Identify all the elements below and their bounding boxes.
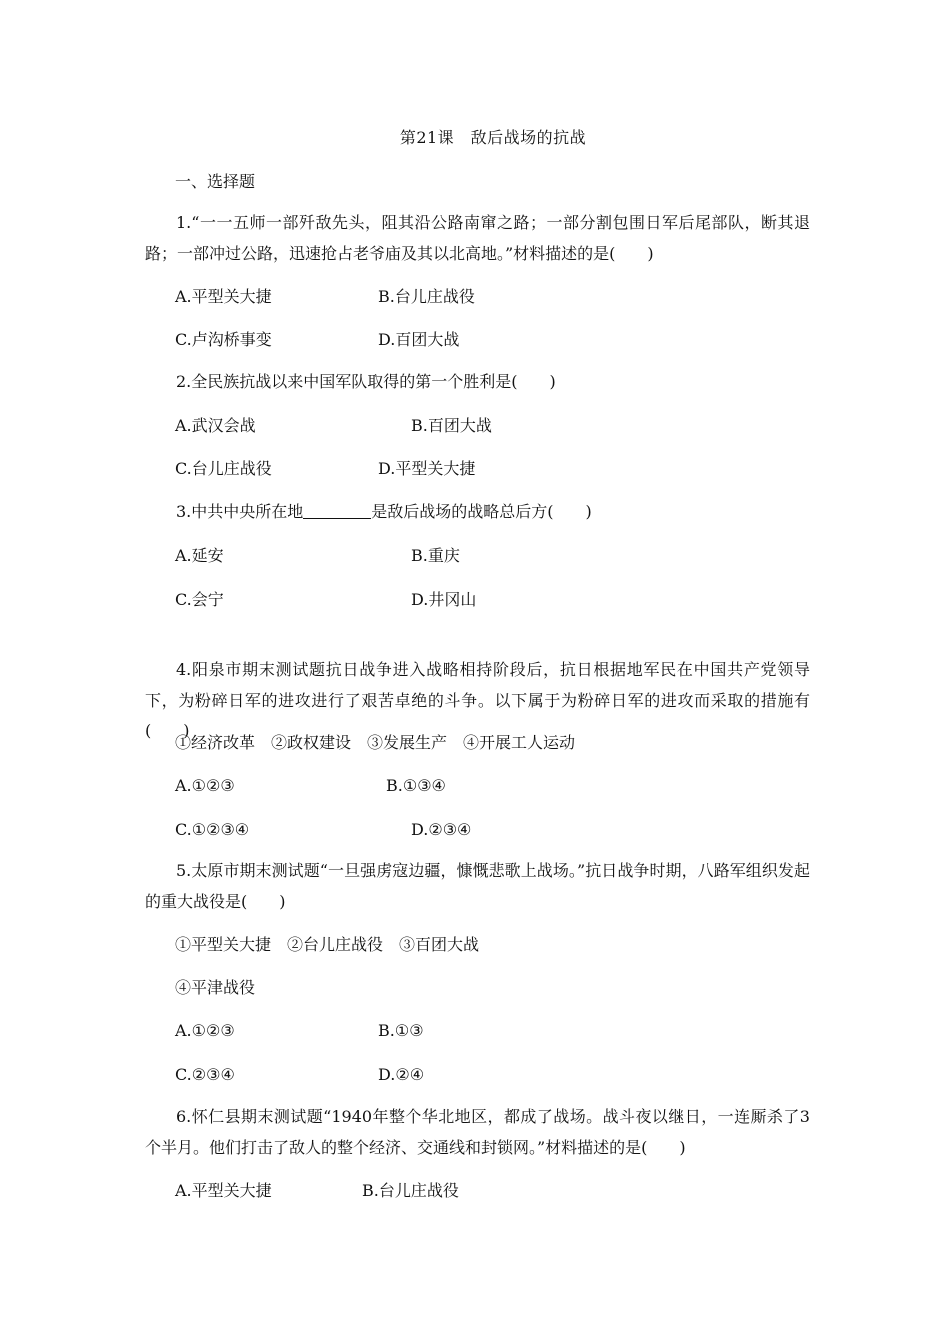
q2-option-a: A.武汉会战 <box>175 416 256 435</box>
q4-option-c: C.①②③④ <box>175 820 250 839</box>
q5-items-line2: ④平津战役 <box>175 978 256 997</box>
q4-option-d: D.②③④ <box>411 820 472 839</box>
q4-option-a: A.①②③ <box>175 776 235 795</box>
q4-items: ①经济改革 ②政权建设 ③发展生产 ④开展工人运动 <box>175 733 576 752</box>
q3-stem-before: 3.中共中央所在地 <box>176 502 304 521</box>
q3-option-c: C.会宁 <box>175 590 224 609</box>
q3-option-d: D.井冈山 <box>411 590 477 609</box>
q5-option-a: A.①②③ <box>175 1021 235 1040</box>
q1-option-b: B.台儿庄战役 <box>378 287 475 306</box>
question-2-stem: 2.全民族抗战以来中国军队取得的第一个胜利是( ) <box>176 372 556 391</box>
q6-option-a: A.平型关大捷 <box>175 1181 272 1200</box>
q1-option-c: C.卢沟桥事变 <box>175 330 272 349</box>
q3-option-a: A.延安 <box>175 546 224 565</box>
q1-option-a: A.平型关大捷 <box>175 287 272 306</box>
q6-option-b: B.台儿庄战役 <box>362 1181 459 1200</box>
q1-option-d: D.百团大战 <box>378 330 460 349</box>
q3-fill-blank <box>303 502 371 519</box>
question-5-stem: 5.太原市期末测试题“一旦强虏寇边疆，慷慨悲歌上战场。”抗日战争时期，八路军组织发起的重大战役是( ) <box>145 861 810 911</box>
q5-option-c: C.②③④ <box>175 1065 235 1084</box>
q2-option-d: D.平型关大捷 <box>378 459 476 478</box>
question-3-stem <box>145 497 810 528</box>
lesson-title: 第21课 敌后战场的抗战 <box>399 128 587 147</box>
question-1-stem: 1.“一一五师一部歼敌先头，阻其沿公路南窜之路；一部分割包围日军后尾部队，断其退路；一部冲过公路，迅速抢占老爷庙及其以北高地。”材料描述的是( ) <box>145 213 810 263</box>
q4-option-b: B.①③④ <box>386 776 446 795</box>
q2-option-c: C.台儿庄战役 <box>175 459 272 478</box>
section-heading: 一、选择题 <box>175 172 256 191</box>
q3-option-b: B.重庆 <box>411 546 460 565</box>
q5-option-d: D.②④ <box>378 1065 425 1084</box>
q2-option-b: B.百团大战 <box>411 416 492 435</box>
q3-stem-after: 是敌后战场的战略总后方( ) <box>371 502 592 521</box>
q5-option-b: B.①③ <box>378 1021 424 1040</box>
q5-items: ①平型关大捷 ②台儿庄战役 ③百团大战 <box>175 935 480 954</box>
question-6-stem: 6.怀仁县期末测试题“1940年整个华北地区，都成了战场。战斗夜以继日，一连厮杀了3个半月。他们打击了敌人的整个经济、交通线和封锁网。”材料描述的是( ) <box>145 1107 810 1157</box>
question-4-stem: 4.阳泉市期末测试题抗日战争进入战略相持阶段后，抗日根据地军民在中国共产党领导下，为粉碎日军的进攻进行了艰苦卓绝的斗争。以下属于为粉碎日军的进攻而采取的措施有( ) <box>145 660 810 740</box>
